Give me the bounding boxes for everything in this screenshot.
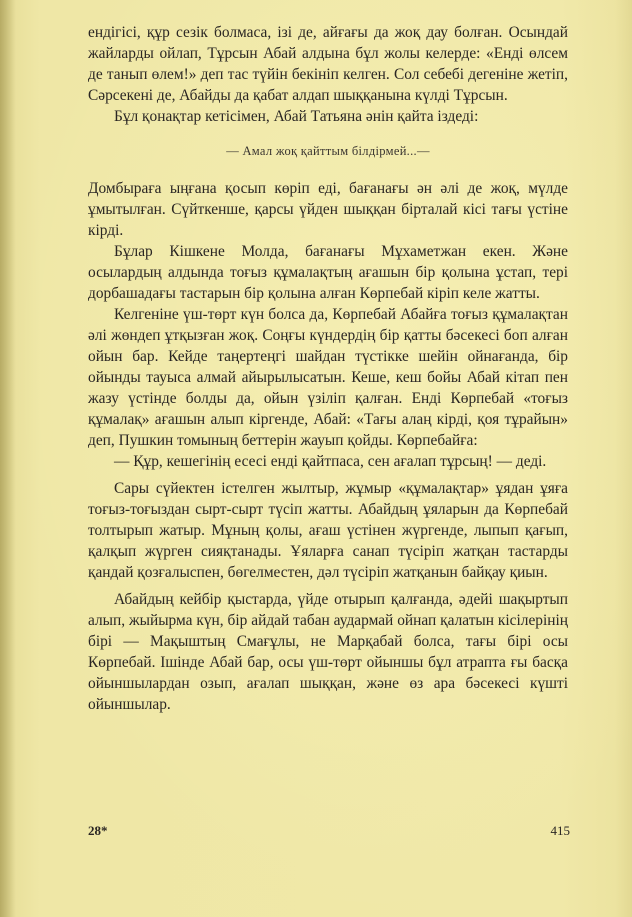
song-line: — Амал жоқ қайттым білдірмей...— — [226, 144, 430, 158]
page-footer — [88, 823, 570, 843]
paragraph-4: Бұлар Кішкене Молда, бағанағы Мұхаметжан екен. Және осылардың алдында тоғыз құмалақтың ағашын бір қолына ұстап, тері дорбашадағы тастарын бір қолына алған Көрпебай кіріп келе жатты. — [88, 243, 568, 302]
paragraph-6: — Құр, кешегінің есесі енді қайтпаса, сен ағалап тұрсың! — деді. — [114, 453, 547, 470]
paragraph-1: ендігісі, құр сезік болмаса, ізі де, айғағы да жоқ дау болған. Осындай жайларды ойлап, Тұрсын Абай алдына бұл жолы келерде: «Енді өлсем де танып өлем!» деп тас түйін бекініп келген. Сол себебі дегеніне жетіп, Сәрсекені де, Абайды да қабат алдап шыққанына күлді Тұрсын. — [88, 24, 568, 104]
paragraph-5: Келгеніне үш-төрт күн болса да, Көрпебай Абайға тоғыз құмалақтан әлі жөндеп ұтқызған жоқ. Соңғы күндердің бір қатты бәсекесі боп алған ойын бар. Кейде таңертеңгі шайдан түстікке шейін ойнағанда, бір ойынды тауыса алмай айырылысатын. Кеше, кеш бойы Абай кітап пен жазу үстінде болды да, ойын үзіліп қалған. Енді Көрпебай «тоғыз құмалақ» ағашын алып кіргенде, Абай: «Тағы алаң кірді, қоя тұрайын» деп, Пушкин томының беттерін жауып қойды. Көрпебайға: — [88, 306, 568, 449]
paragraph-8: Абайдың кейбір қыстарда, үйде отырып қалғанда, әдейі шақыртып алып, жыйырма күн, бір айдай табан аудармай ойнап қалатын кісілерінің бірі — Мақыштың Смағұлы, не Марқабай болса, тағы бірі осы Көрпебай. Ішінде Абай бар, осы үш-төрт ойыншы бұл атрапта ғы басқа ойыншылардан озып, ағалап шыққан, және өз ара бәсекесі күшті ойыншылар. — [88, 591, 568, 713]
spine-shadow — [0, 0, 16, 917]
paragraph-2: Бұл қонақтар кетісімен, Абай Татьяна әнін қайта іздеді: — [114, 108, 479, 125]
page-text — [88, 22, 568, 715]
paragraph-3: Домбыраға ыңғана қосып көріп еді, бағанағы ән әлі де жоқ, мүлде ұмытылған. Сүйткенше, қарсы үйден шыққан бірталай кісі тағы үстіне кірді. — [88, 180, 568, 239]
signature-mark: 28* — [88, 823, 108, 838]
paragraph-7: Сары сүйектен істелген жылтыр, жұмыр «құмалақтар» ұядан ұяға тоғыз-тоғыздан сырт-сырт түсіп жатты. Абайдың ұяларын да Көрпебай толтырып жатыр. Мұның қолы, ағаш үстінен жүргенде, лыпып қағып, қалқып жүрген сияқтанады. Ұяларға санап түсіріп жатқан тастарды қандай қозғалыспен, бөгелместен, дәл түсіріп жатқанын байқау қиын. — [88, 480, 568, 581]
page-number: 415 — [550, 823, 570, 838]
